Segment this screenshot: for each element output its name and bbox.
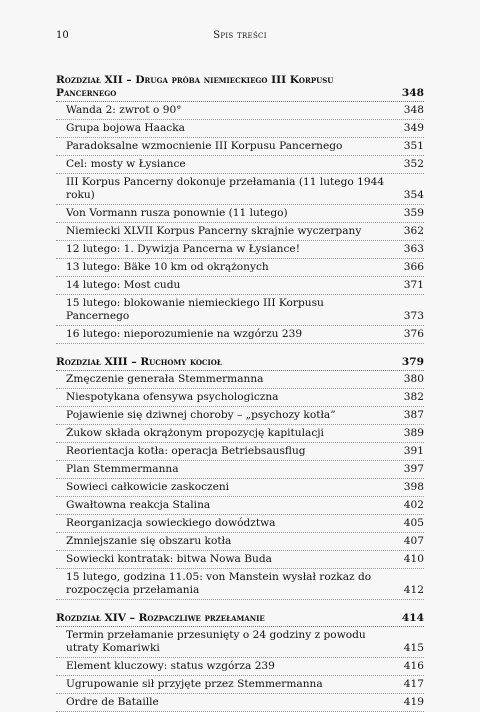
toc-entry-title: 15 lutego, godzina 11.05: von Manstein wysłał rozkaz do rozpoczęcia przełamania xyxy=(66,571,372,596)
toc-entry-page: 376 xyxy=(403,328,424,340)
toc-entry-title: Grupa bojowa Haacka xyxy=(66,122,185,134)
toc-entry[interactable] xyxy=(56,533,424,551)
toc-entry-page: 352 xyxy=(403,158,424,170)
toc-entry[interactable] xyxy=(56,371,424,389)
toc-entry-page: 402 xyxy=(403,499,424,511)
page-header xyxy=(56,30,424,44)
toc-entry[interactable] xyxy=(56,102,424,120)
toc-entry-title: Reorganizacja sowieckiego dowództwa xyxy=(66,517,276,529)
toc-entry-title: Rozdział XIV – Rozpaczliwe przełamanie xyxy=(56,612,265,624)
toc-entry[interactable] xyxy=(56,676,424,694)
toc-entry-title: 13 lutego: Bäke 10 km od okrążonych xyxy=(66,261,269,273)
toc-entry-title: Żukow składa okrążonym propozycję kapitulacji xyxy=(66,427,324,439)
section-gap xyxy=(56,600,424,608)
toc-entry-page: 414 xyxy=(401,612,424,624)
toc-entry[interactable] xyxy=(56,156,424,174)
toc-entry[interactable] xyxy=(56,425,424,443)
toc-entry[interactable] xyxy=(56,259,424,277)
toc-entry-title: Ugrupowanie sił przyjęte przez Stemmermanna xyxy=(66,678,323,690)
toc-entry-page: 359 xyxy=(403,207,424,219)
toc-entry-page: 415 xyxy=(403,642,424,654)
toc-entry-title: Sowiecki kontratak: bitwa Nowa Buda xyxy=(66,553,272,565)
toc-entry-page: 373 xyxy=(403,310,424,322)
toc-entry[interactable] xyxy=(56,326,424,344)
toc-entry[interactable] xyxy=(56,694,424,712)
toc-entry-title: 12 lutego: 1. Dywizja Pancerna w Łysiance! xyxy=(66,243,300,255)
toc-entry-title: Termin przełamanie przesunięty o 24 godziny z powodu utraty Komariwki xyxy=(66,629,366,654)
toc-entry-page: 389 xyxy=(403,427,424,439)
toc-entry-page: 417 xyxy=(403,678,424,690)
toc-entry-title: 15 lutego: blokowanie niemieckiego III Korpusu Pancernego xyxy=(66,297,324,322)
running-title: Spis treści xyxy=(213,30,267,41)
toc-entry[interactable] xyxy=(56,295,424,326)
toc-chapter-entry[interactable] xyxy=(56,354,424,371)
toc-entry-page: 363 xyxy=(403,243,424,255)
toc-entry-title: Reorientacja kotła: operacja Betriebsausflug xyxy=(66,445,306,457)
toc-entry-title: Element kluczowy: status wzgórza 239 xyxy=(66,660,275,672)
toc-entry-title: Plan Stemmermanna xyxy=(66,463,179,475)
toc-entry-page: 349 xyxy=(403,122,424,134)
toc-entry[interactable] xyxy=(56,569,424,600)
toc-entry-page: 362 xyxy=(403,225,424,237)
toc-entry-page: 351 xyxy=(403,140,424,152)
toc-entry[interactable] xyxy=(56,479,424,497)
toc-entry-title: Ordre de Bataille xyxy=(66,696,159,708)
toc-entry-page: 348 xyxy=(401,87,424,99)
toc-entry[interactable] xyxy=(56,138,424,156)
toc-entry-page: 412 xyxy=(403,584,424,596)
toc-entry-title: Rozdział XIII – Ruchomy kocioł xyxy=(56,356,222,368)
page-number: 10 xyxy=(56,30,69,41)
toc-entry[interactable] xyxy=(56,277,424,295)
toc-entry[interactable] xyxy=(56,443,424,461)
toc-entry-title: III Korpus Pancerny dokonuje przełamania (11 lutego 1944 roku) xyxy=(66,176,385,201)
toc-entry-title: Zmniejszanie się obszaru kotła xyxy=(66,535,232,547)
toc-entry[interactable] xyxy=(56,461,424,479)
toc-entry-page: 371 xyxy=(403,279,424,291)
toc-entry-title: Niemiecki XLVII Korpus Pancerny skrajnie wyczerpany xyxy=(66,225,362,237)
toc-entry-page: 419 xyxy=(403,696,424,708)
toc-entry[interactable] xyxy=(56,658,424,676)
toc-entry-page: 391 xyxy=(403,445,424,457)
toc-chapter-entry[interactable] xyxy=(56,72,424,102)
toc-entry[interactable] xyxy=(56,551,424,569)
toc-entry[interactable] xyxy=(56,241,424,259)
toc-entry-title: 14 lutego: Most cudu xyxy=(66,279,181,291)
toc-entry-page: 382 xyxy=(403,391,424,403)
toc-entry-title: Niespotykana ofensywa psychologiczna xyxy=(66,391,279,403)
toc-entry-page: 366 xyxy=(403,261,424,273)
toc-entry[interactable] xyxy=(56,205,424,223)
toc-entry[interactable] xyxy=(56,389,424,407)
toc-chapter-entry[interactable] xyxy=(56,610,424,627)
toc-entry-page: 410 xyxy=(403,553,424,565)
toc-entry-page: 354 xyxy=(403,189,424,201)
toc-entry-page: 405 xyxy=(403,517,424,529)
toc-entry-page: 380 xyxy=(403,373,424,385)
table-of-contents xyxy=(56,70,424,712)
toc-entry-title: Wanda 2: zwrot o 90° xyxy=(66,104,182,116)
toc-entry-title: Von Vormann rusza ponownie (11 lutego) xyxy=(66,207,288,219)
toc-entry[interactable] xyxy=(56,174,424,205)
toc-entry-page: 407 xyxy=(403,535,424,547)
toc-entry-title: Pojawienie się dziwnej choroby – „psychozy kotła” xyxy=(66,409,336,421)
toc-entry-page: 348 xyxy=(403,104,424,116)
toc-entry-page: 398 xyxy=(403,481,424,493)
toc-entry[interactable] xyxy=(56,223,424,241)
toc-entry[interactable] xyxy=(56,407,424,425)
toc-entry-title: 16 lutego: nieporozumienie na wzgórzu 239 xyxy=(66,328,303,340)
toc-entry-page: 397 xyxy=(403,463,424,475)
toc-entry[interactable] xyxy=(56,120,424,138)
section-gap xyxy=(56,344,424,352)
toc-entry-title: Rozdział XII – Druga próba niemieckiego III Korpusu Pancernego xyxy=(56,74,334,99)
toc-entry[interactable] xyxy=(56,515,424,533)
toc-entry-page: 387 xyxy=(403,409,424,421)
toc-entry-title: Cel: mosty w Łysiance xyxy=(66,158,186,170)
toc-entry[interactable] xyxy=(56,497,424,515)
toc-entry-title: Zmęczenie generała Stemmermanna xyxy=(66,373,264,385)
toc-entry-title: Gwałtowna reakcja Stalina xyxy=(66,499,211,511)
toc-entry-title: Paradoksalne wzmocnienie III Korpusu Pancernego xyxy=(66,140,343,152)
toc-entry[interactable] xyxy=(56,627,424,658)
toc-entry-title: Sowieci całkowicie zaskoczeni xyxy=(66,481,230,493)
toc-entry-page: 379 xyxy=(401,356,424,368)
toc-entry-page: 416 xyxy=(403,660,424,672)
